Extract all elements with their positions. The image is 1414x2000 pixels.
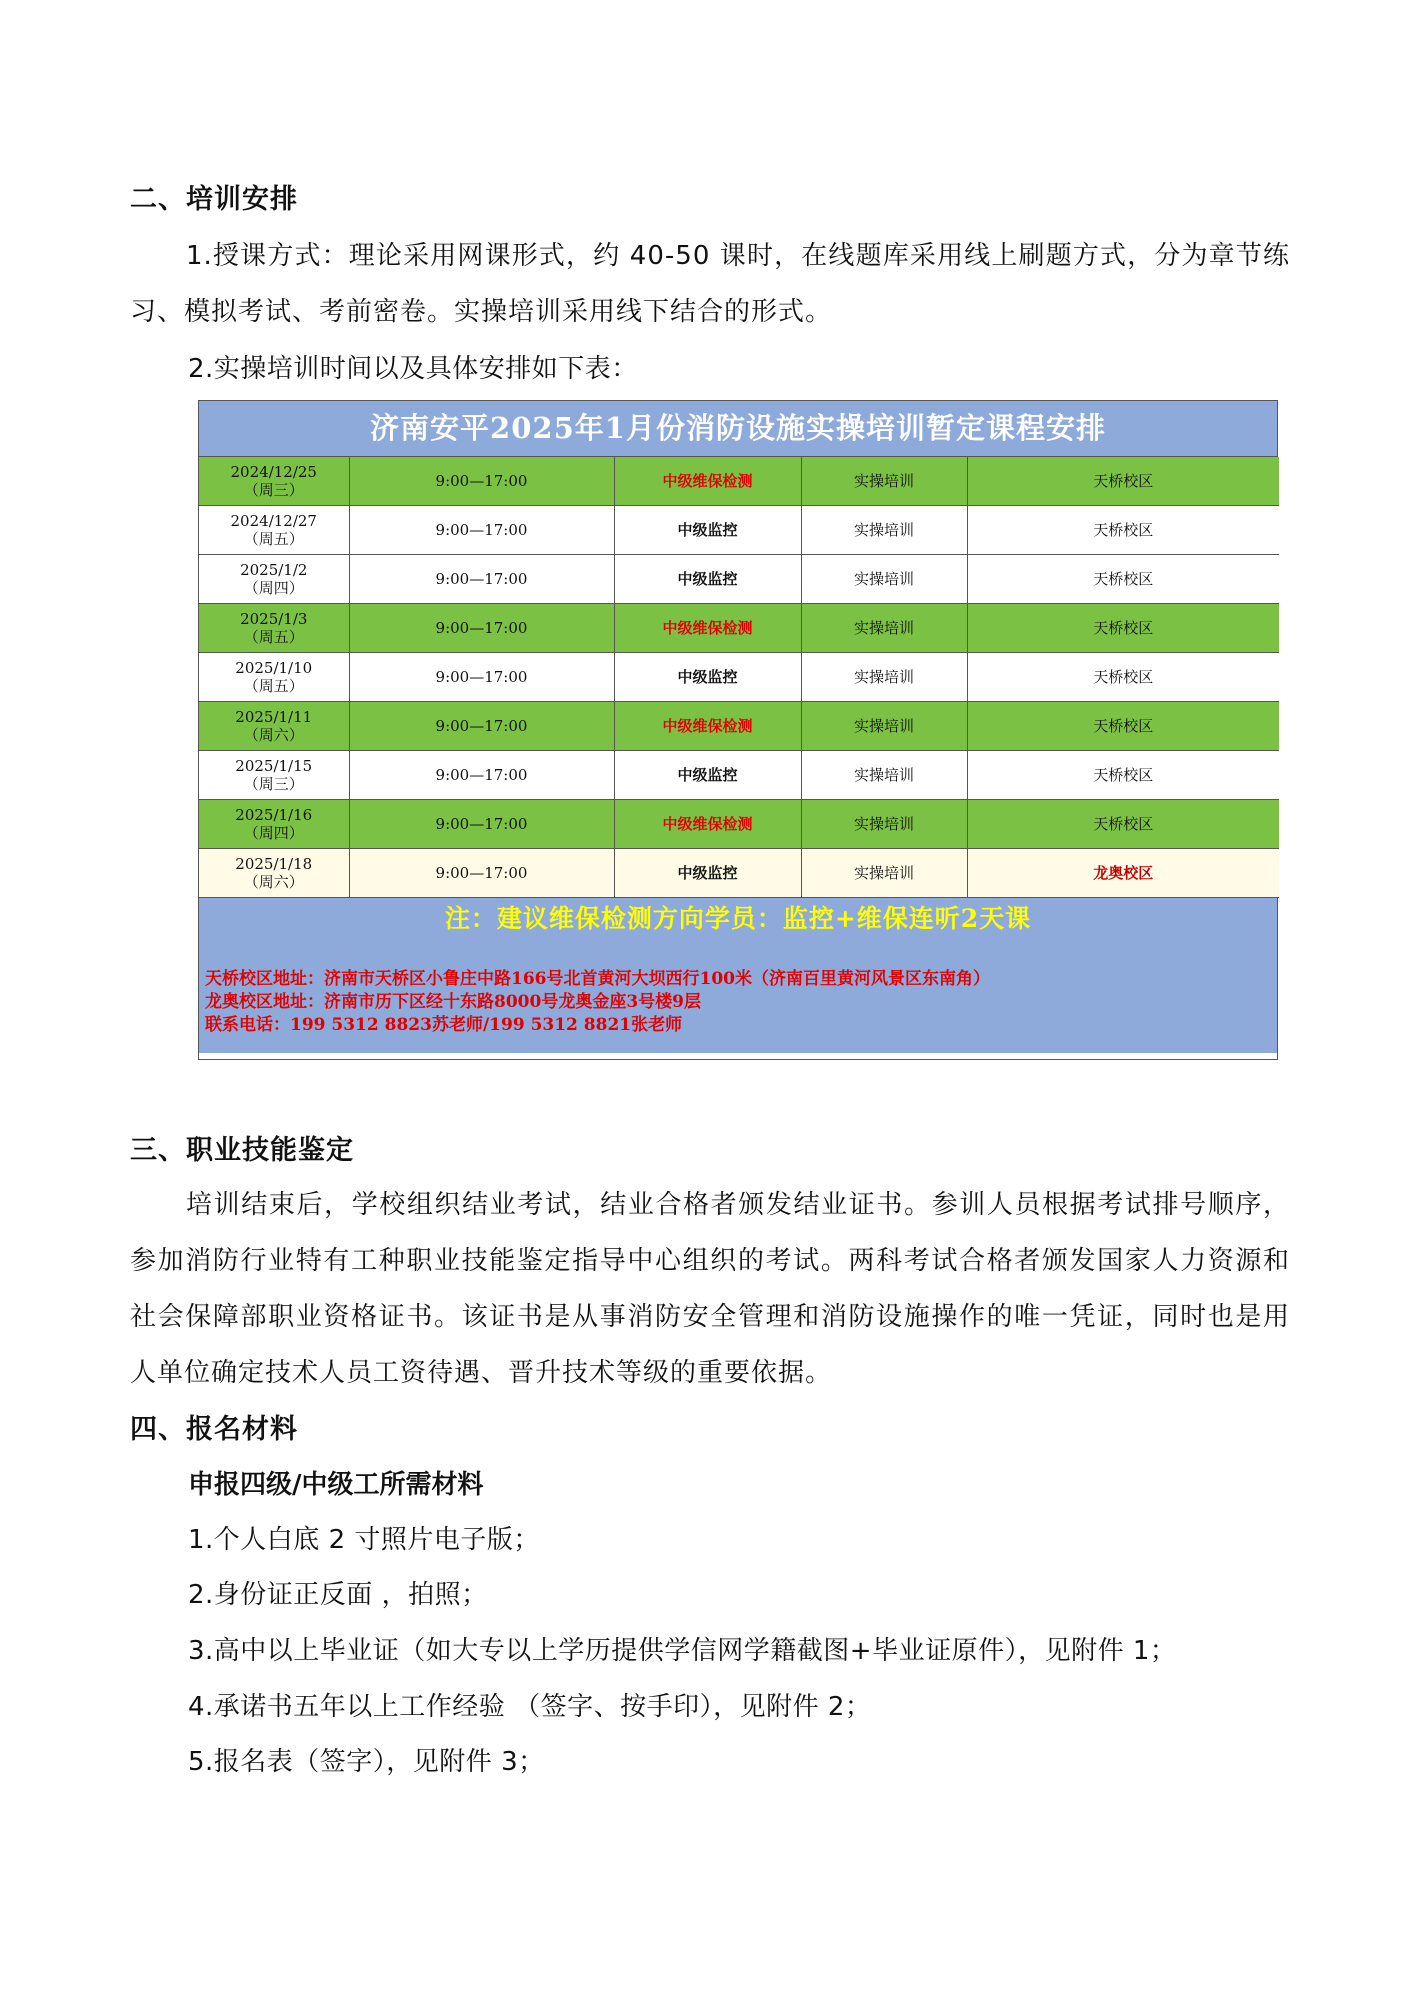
schedule-weekday: （周六） <box>243 726 304 744</box>
schedule-row <box>199 555 1279 604</box>
schedule-date-cell <box>199 653 349 702</box>
schedule-campus-cell: 龙奥校区 <box>967 849 1279 898</box>
section-3-heading: 三、职业技能鉴定 <box>130 1135 354 1166</box>
schedule-row <box>199 849 1279 898</box>
schedule-time-cell: 9:00—17:00 <box>349 506 614 555</box>
section-4-heading: 四、报名材料 <box>130 1414 298 1445</box>
schedule-date-cell <box>199 751 349 800</box>
schedule-date: 2025/1/10 <box>235 659 313 677</box>
schedule-weekday: （周五） <box>243 628 304 646</box>
section-2-heading: 二、培训安排 <box>130 184 298 215</box>
schedule-type-cell: 实操培训 <box>801 751 967 800</box>
schedule-date: 2025/1/15 <box>235 757 313 775</box>
schedule-title: 济南安平2025年1月份消防设施实操培训暂定课程安排 <box>199 401 1277 457</box>
schedule-module-cell: 中级监控 <box>614 506 801 555</box>
schedule-weekday: （周五） <box>243 677 304 695</box>
schedule-date: 2024/12/25 <box>230 463 317 481</box>
schedule-date-cell <box>199 457 349 506</box>
material-item-2: 2.身份证正反面 ，拍照； <box>188 1580 488 1610</box>
schedule-type-cell: 实操培训 <box>801 506 967 555</box>
schedule-row <box>199 751 1279 800</box>
schedule-weekday: （周五） <box>243 530 304 548</box>
schedule-table <box>198 400 1278 1060</box>
schedule-module-cell: 中级维保检测 <box>614 457 801 506</box>
schedule-row <box>199 457 1279 506</box>
schedule-note: 注：建议维保检测方向学员：监控+维保连听2天课 <box>444 904 1032 933</box>
material-item-3: 3.高中以上毕业证（如大专以上学历提供学信网学籍截图+毕业证原件），见附件 1； <box>188 1636 1177 1666</box>
schedule-row <box>199 506 1279 555</box>
schedule-weekday: （周三） <box>243 775 304 793</box>
schedule-campus-cell: 天桥校区 <box>967 653 1279 702</box>
schedule-module-cell: 中级维保检测 <box>614 604 801 653</box>
schedule-weekday: （周三） <box>243 481 304 499</box>
schedule-campus-cell: 天桥校区 <box>967 702 1279 751</box>
schedule-type-cell: 实操培训 <box>801 800 967 849</box>
schedule-row <box>199 653 1279 702</box>
schedule-date: 2025/1/11 <box>235 708 313 726</box>
schedule-campus-cell: 天桥校区 <box>967 506 1279 555</box>
schedule-time-cell: 9:00—17:00 <box>349 457 614 506</box>
material-item-4: 4.承诺书五年以上工作经验 （签字、按手印），见附件 2； <box>188 1692 872 1722</box>
schedule-date: 2025/1/2 <box>240 561 308 579</box>
schedule-campus-cell: 天桥校区 <box>967 555 1279 604</box>
schedule-date-cell <box>199 506 349 555</box>
schedule-time-cell: 9:00—17:00 <box>349 800 614 849</box>
schedule-contact <box>205 968 990 1037</box>
material-item-5: 5.报名表（签字），见附件 3； <box>188 1747 545 1777</box>
schedule-weekday: （周四） <box>243 824 304 842</box>
schedule-module-cell: 中级监控 <box>614 751 801 800</box>
schedule-time-cell: 9:00—17:00 <box>349 702 614 751</box>
schedule-module-cell: 中级维保检测 <box>614 800 801 849</box>
schedule-row <box>199 604 1279 653</box>
schedule-row <box>199 800 1279 849</box>
schedule-campus-cell: 天桥校区 <box>967 751 1279 800</box>
schedule-type-cell: 实操培训 <box>801 702 967 751</box>
schedule-date-cell <box>199 849 349 898</box>
schedule-date: 2025/1/18 <box>235 855 313 873</box>
schedule-date-cell <box>199 555 349 604</box>
schedule-time-cell: 9:00—17:00 <box>349 604 614 653</box>
schedule-campus-cell: 天桥校区 <box>967 800 1279 849</box>
schedule-type-cell: 实操培训 <box>801 604 967 653</box>
schedule-type-cell: 实操培训 <box>801 653 967 702</box>
schedule-date-cell <box>199 800 349 849</box>
section-2-paragraph-1: 1.授课方式：理论采用网课形式，约 40-50 课时，在线题库采用线上刷题方式，分为章节练习、模拟考试、考前密卷。实操培训采用线下结合的形式。 <box>130 241 1290 327</box>
schedule-date: 2025/1/3 <box>240 610 308 628</box>
schedule-time-cell: 9:00—17:00 <box>349 555 614 604</box>
schedule-module-cell: 中级监控 <box>614 653 801 702</box>
schedule-date: 2025/1/16 <box>235 806 313 824</box>
materials-subheading: 申报四级/中级工所需材料 <box>188 1470 484 1500</box>
schedule-type-cell: 实操培训 <box>801 555 967 604</box>
section-3-paragraph: 培训结束后，学校组织结业考试，结业合格者颁发结业证书。参训人员根据考试排号顺序，参加消防行业特有工种职业技能鉴定指导中心组织的考试。两科考试合格者颁发国家人力资源和社会保障部职业资格证书。该证书是从事消防安全管理和消防设施操作的唯一凭证，同时也是用人单位确定技术人员工资待遇、晋升技术等级的重要依据。 <box>130 1190 1290 1388</box>
schedule-date-cell <box>199 604 349 653</box>
schedule-module-cell: 中级维保检测 <box>614 702 801 751</box>
tianqiao-address: 天桥校区地址：济南市天桥区小鲁庄中路166号北首黄河大坝西行100米（济南百里黄河风景区东南角） <box>205 969 990 989</box>
schedule-footer <box>199 898 1277 1053</box>
schedule-grid <box>199 457 1279 898</box>
schedule-date-cell <box>199 702 349 751</box>
schedule-type-cell: 实操培训 <box>801 457 967 506</box>
schedule-module-cell: 中级监控 <box>614 555 801 604</box>
schedule-campus-cell: 天桥校区 <box>967 457 1279 506</box>
schedule-campus-cell: 天桥校区 <box>967 604 1279 653</box>
schedule-time-cell: 9:00—17:00 <box>349 751 614 800</box>
schedule-weekday: （周四） <box>243 579 304 597</box>
schedule-weekday: （周六） <box>243 873 304 891</box>
schedule-time-cell: 9:00—17:00 <box>349 849 614 898</box>
longao-address: 龙奥校区地址：济南市历下区经十东路8000号龙奥金座3号楼9层 <box>205 992 701 1012</box>
section-2-paragraph-2: 2.实操培训时间以及具体安排如下表： <box>188 354 638 384</box>
schedule-module-cell: 中级监控 <box>614 849 801 898</box>
schedule-row <box>199 702 1279 751</box>
schedule-time-cell: 9:00—17:00 <box>349 653 614 702</box>
schedule-date: 2024/12/27 <box>230 512 317 530</box>
contact-phone: 联系电话：199 5312 8823苏老师/199 5312 8821张老师 <box>205 1015 683 1035</box>
material-item-1: 1.个人白底 2 寸照片电子版； <box>188 1525 540 1555</box>
schedule-type-cell: 实操培训 <box>801 849 967 898</box>
